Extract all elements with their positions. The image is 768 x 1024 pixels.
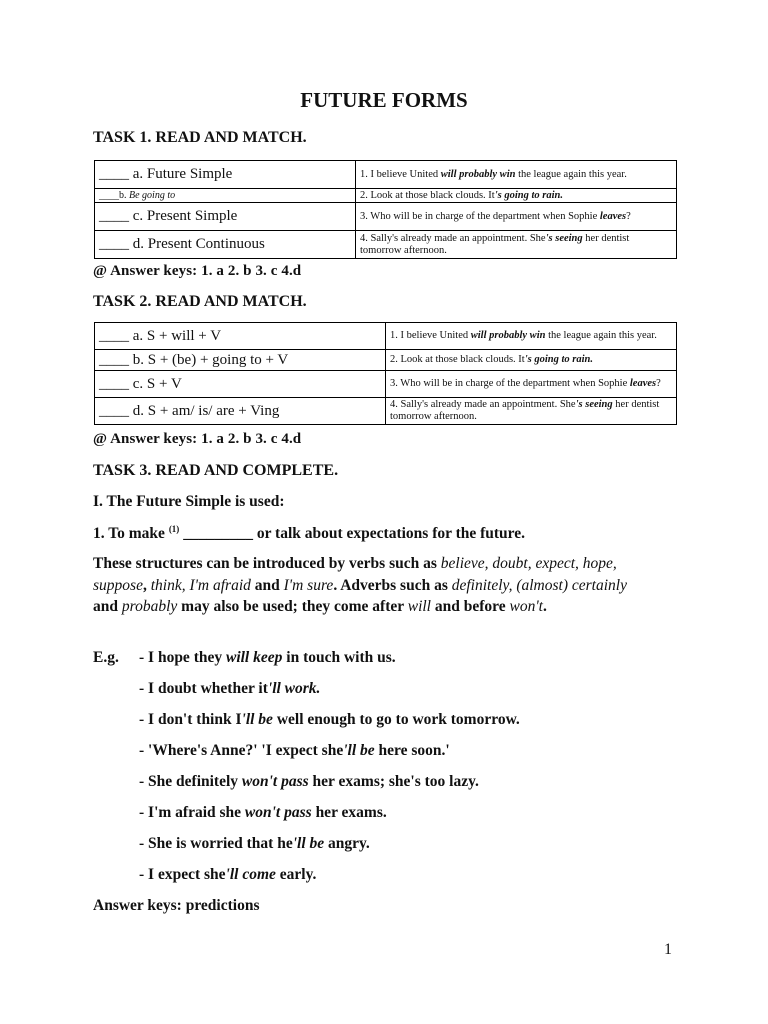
- task3-heading: TASK 3. READ AND COMPLETE.: [93, 462, 339, 479]
- example-line: - 'Where's Anne?' 'I expect she'll be here soon.': [139, 742, 450, 759]
- task2-right-4: 4. Sally's already made an appointment. She's seeing her dentist tomorrow afternoon.: [386, 398, 677, 425]
- task1-left-d: ____ d. Present Continuous: [95, 231, 356, 259]
- task1-right-4: 4. Sally's already made an appointment. She's seeing her dentist tomorrow afternoon.: [356, 231, 677, 259]
- task1-answer-keys: @ Answer keys: 1. a 2. b 3. c 4.d: [93, 263, 302, 279]
- task2-left-b: ____ b. S + (be) + going to + V: [95, 350, 386, 371]
- task1-right-2: 2. Look at those black clouds. It's going to rain.: [356, 189, 677, 203]
- table-row: [95, 323, 677, 350]
- eg-label: E.g.: [93, 649, 119, 666]
- task1-right-1: 1. I believe United will probably win the league again this year.: [356, 161, 677, 189]
- example-line: - I expect she'll come early.: [139, 866, 317, 883]
- example-line: - I hope they will keep in touch with us.: [139, 649, 396, 666]
- task1-left-b: ____b. Be going to: [95, 189, 356, 203]
- item-1: 1. To make $^{(1)}$ _________ or talk about expectations for the future.: [93, 524, 526, 542]
- explanation-paragraph: These structures can be introduced by verbs such as believe, doubt, expect, hope, suppose, think, I'm afraid and I'm sure. Adverbs such as definitely, (almost) certainly and probably may also be used; they come after will and before won't.: [93, 555, 627, 615]
- task2-right-2: 2. Look at those black clouds. It's going to rain.: [386, 350, 677, 371]
- example-line: - I don't think I'll be well enough to go to work tomorrow.: [139, 711, 520, 728]
- task2-right-3: 3. Who will be in charge of the department when Sophie leaves?: [386, 371, 677, 398]
- page-number: 1: [664, 941, 672, 958]
- task2-right-1: 1. I believe United will probably win the league again this year.: [386, 323, 677, 350]
- task2-left-d: ____ d. S + am/ is/ are + Ving: [95, 398, 386, 425]
- table-row: [95, 350, 677, 371]
- table-row: [95, 371, 677, 398]
- table-row: [95, 203, 677, 231]
- example-line: - I'm afraid she won't pass her exams.: [139, 804, 387, 821]
- task1-heading: TASK 1. READ AND MATCH.: [93, 129, 307, 146]
- table-row: [95, 231, 677, 259]
- table-row: [95, 398, 677, 425]
- section-heading: I. The Future Simple is used:: [93, 493, 285, 510]
- example-line: - She definitely won't pass her exams; she's too lazy.: [139, 773, 479, 790]
- example-line: - She is worried that he'll be angry.: [139, 835, 370, 852]
- example-line: - I doubt whether it'll work.: [139, 680, 321, 697]
- page-title: FUTURE FORMS: [300, 88, 468, 112]
- task3-answer-keys: Answer keys: predictions: [93, 897, 260, 914]
- table-row: [95, 161, 677, 189]
- task2-left-a: ____ a. S + will + V: [95, 323, 386, 350]
- task2-answer-keys: @ Answer keys: 1. a 2. b 3. c 4.d: [93, 431, 302, 447]
- task2-table: [94, 322, 677, 425]
- task1-left-a: ____ a. Future Simple: [95, 161, 356, 189]
- task1-right-3: 3. Who will be in charge of the department when Sophie leaves?: [356, 203, 677, 231]
- task2-left-c: ____ c. S + V: [95, 371, 386, 398]
- task2-heading: TASK 2. READ AND MATCH.: [93, 293, 307, 310]
- table-row: [95, 189, 677, 203]
- task1-left-c: ____ c. Present Simple: [95, 203, 356, 231]
- task1-table: [94, 160, 677, 259]
